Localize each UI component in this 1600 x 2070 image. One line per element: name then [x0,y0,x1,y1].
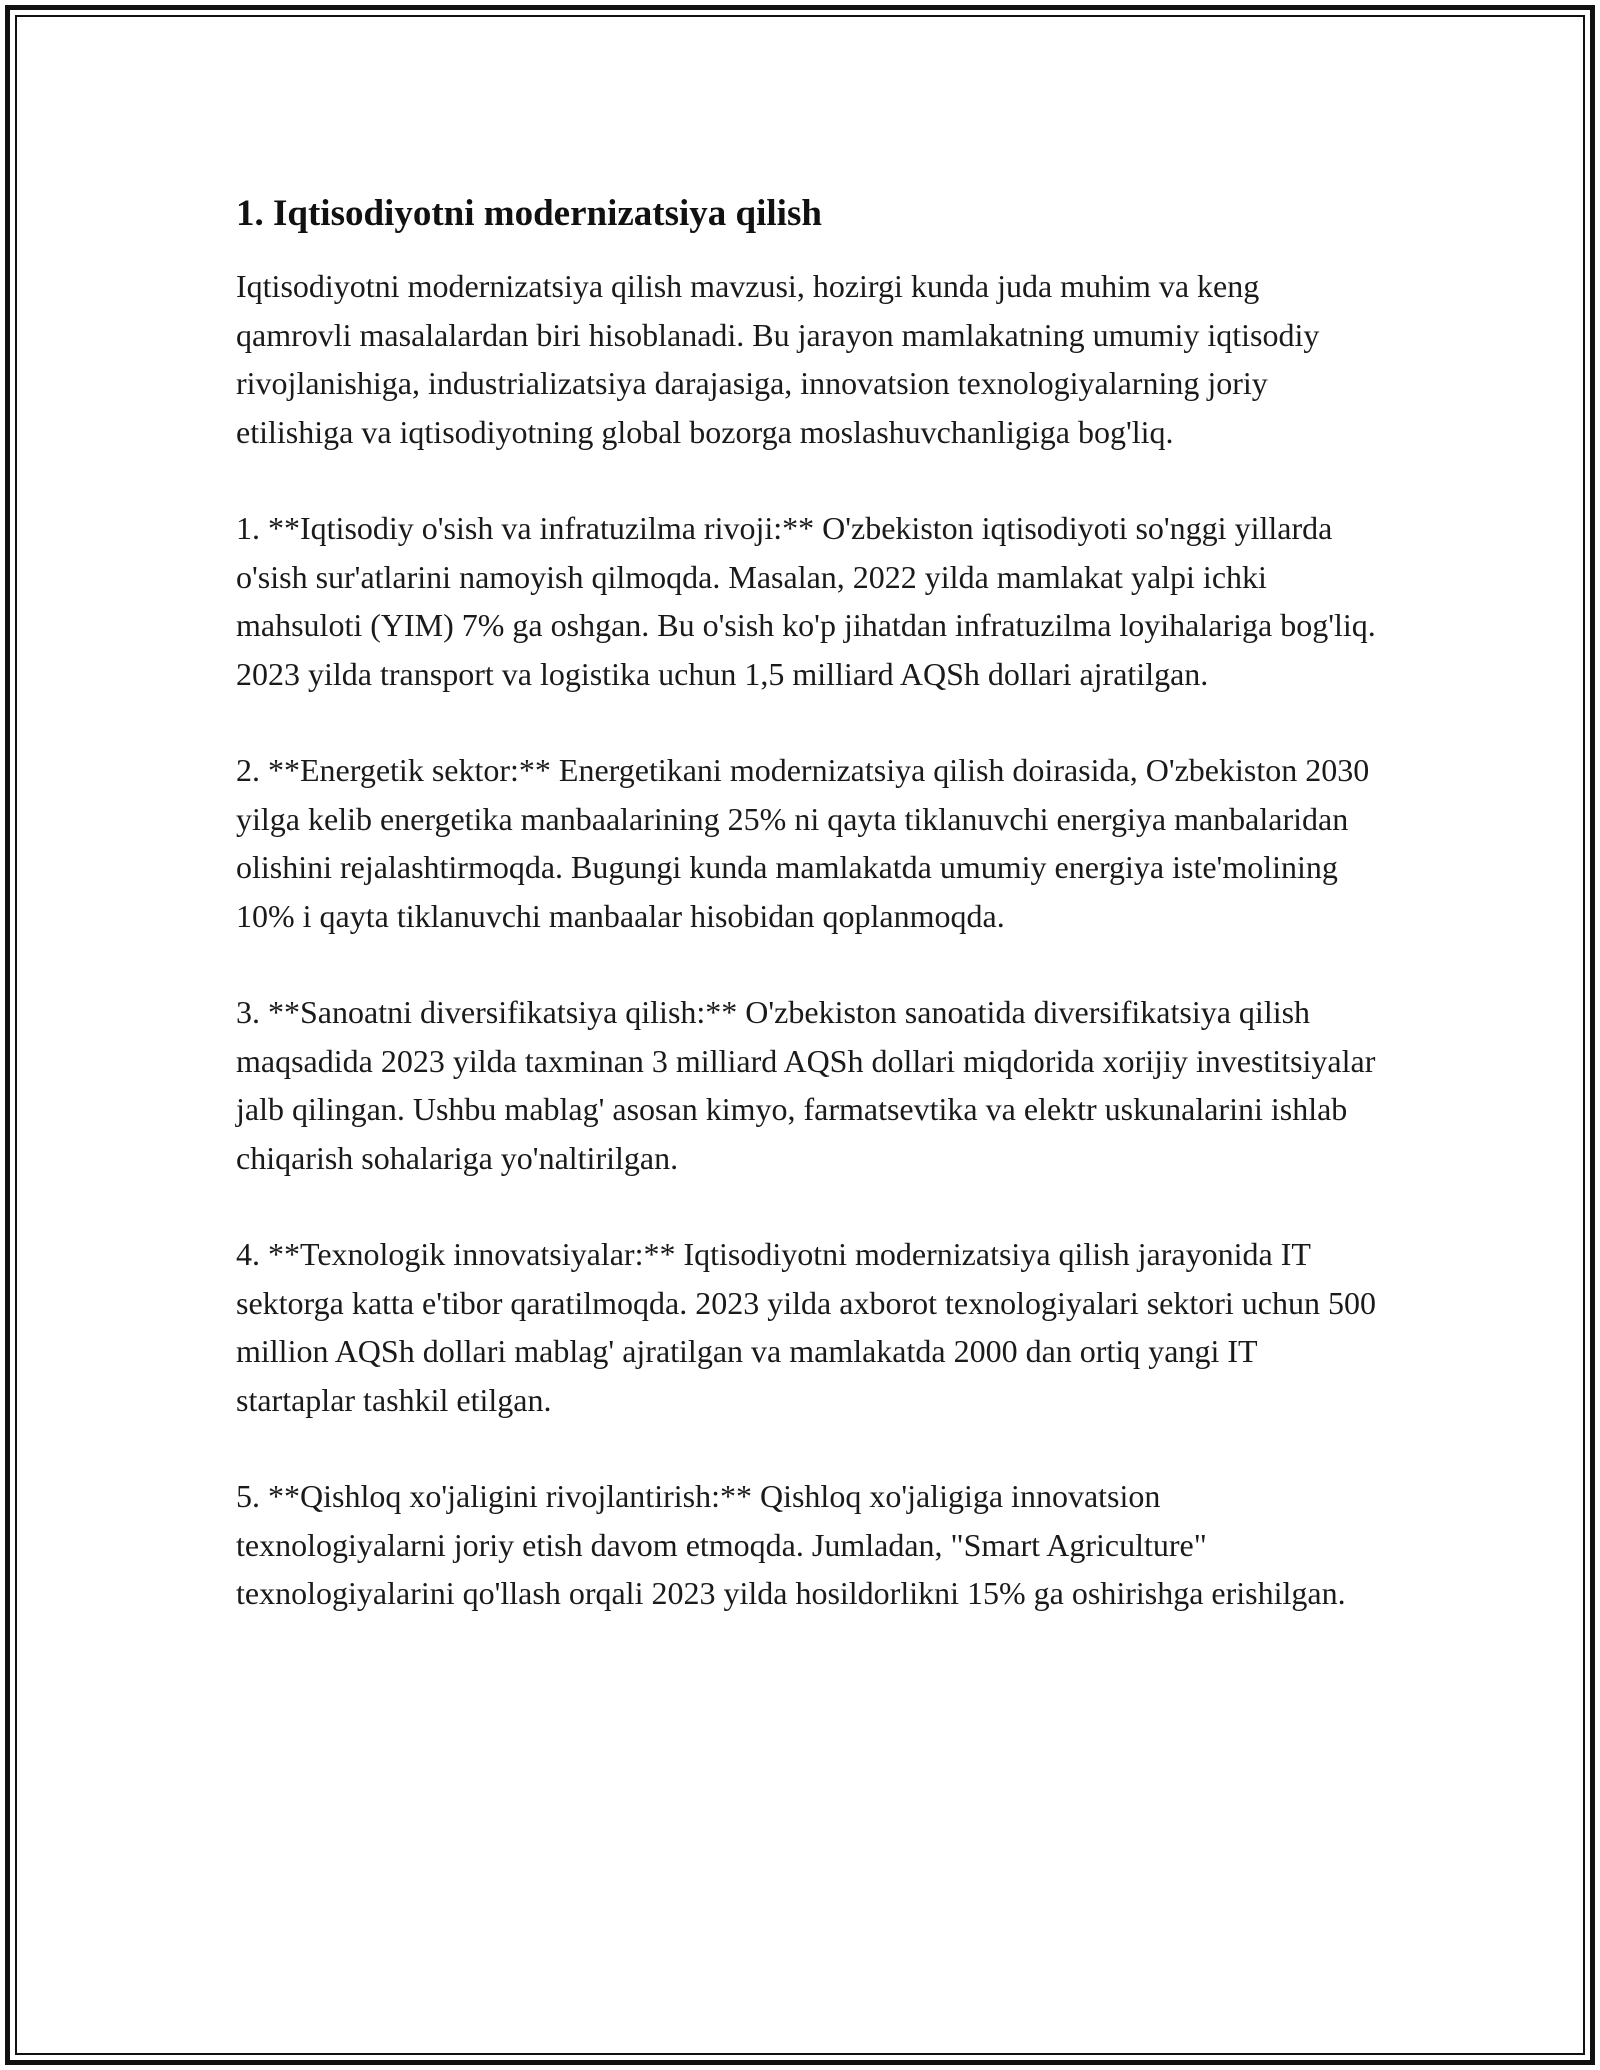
intro-paragraph: Iqtisodiyotni modernizatsiya qilish mavzusi, hozirgi kunda juda muhim va keng qamrovli masalalardan biri hisoblanadi. Bu jarayon mamlakatning umumiy iqtisodiy rivojlanishiga, industrializatsiya darajasiga, innovatsion texnologiyalarning joriy etilishiga va iqtisodiyotning global bozorga moslashuvchanligiga bog'liq. [236,268,1320,450]
point-4-paragraph: 4. **Texnologik innovatsiyalar:** Iqtisodiyotni modernizatsiya qilish jarayonida IT sektorga katta e'tibor qaratilmoqda. 2023 yilda axborot texnologiyalari sektori uchun 500 million AQSh dollari mablag' ajratilgan va mamlakatda 2000 dan ortiq yangi IT startaplar tashkil etilgan. [236,1236,1376,1418]
point-1-paragraph: 1. **Iqtisodiy o'sish va infratuzilma rivoji:** O'zbekiston iqtisodiyoti so'nggi yillarda o'sish sur'atlarini namoyish qilmoqda. Masalan, 2022 yilda mamlakat yalpi ichki mahsuloti (YIM) 7% ga oshgan. Bu o'sish ko'p jihatdan infratuzilma loyihalariga bog'liq. 2023 yilda transport va logistika uchun 1,5 milliard AQSh dollari ajratilgan. [236,510,1376,692]
point-3-paragraph: 3. **Sanoatni diversifikatsiya qilish:** O'zbekiston sanoatida diversifikatsiya qilish maqsadida 2023 yilda taxminan 3 milliard AQSh dollari miqdorida xorijiy investitsiyalar jalb qilingan. Ushbu mablag' asosan kimyo, farmatsevtika va elektr uskunalarini ishlab chiqarish sohalariga yo'naltirilgan. [236,994,1376,1176]
point-2-paragraph: 2. **Energetik sektor:** Energetikani modernizatsiya qilish doirasida, O'zbekiston 2030 yilga kelib energetika manbaalarining 25% ni qayta tiklanuvchi energiya manbalaridan olishini rejalashtirmoqda. Bugungi kunda mamlakatda umumiy energiya iste'molining 10% i qayta tiklanuvchi manbaalar hisobidan qoplanmoqda. [236,752,1370,934]
section-title: 1. Iqtisodiyotni modernizatsiya qilish [236,193,822,234]
document-body [236,190,1376,1618]
point-5-paragraph: 5. **Qishloq xo'jaligini rivojlantirish:** Qishloq xo'jaligiga innovatsion texnologiyalarni joriy etish davom etmoqda. Jumladan, "Smart Agriculture" texnologiyalarini qo'llash orqali 2023 yilda hosildorlikni 15% ga oshirishga erishilgan. [236,1478,1346,1611]
